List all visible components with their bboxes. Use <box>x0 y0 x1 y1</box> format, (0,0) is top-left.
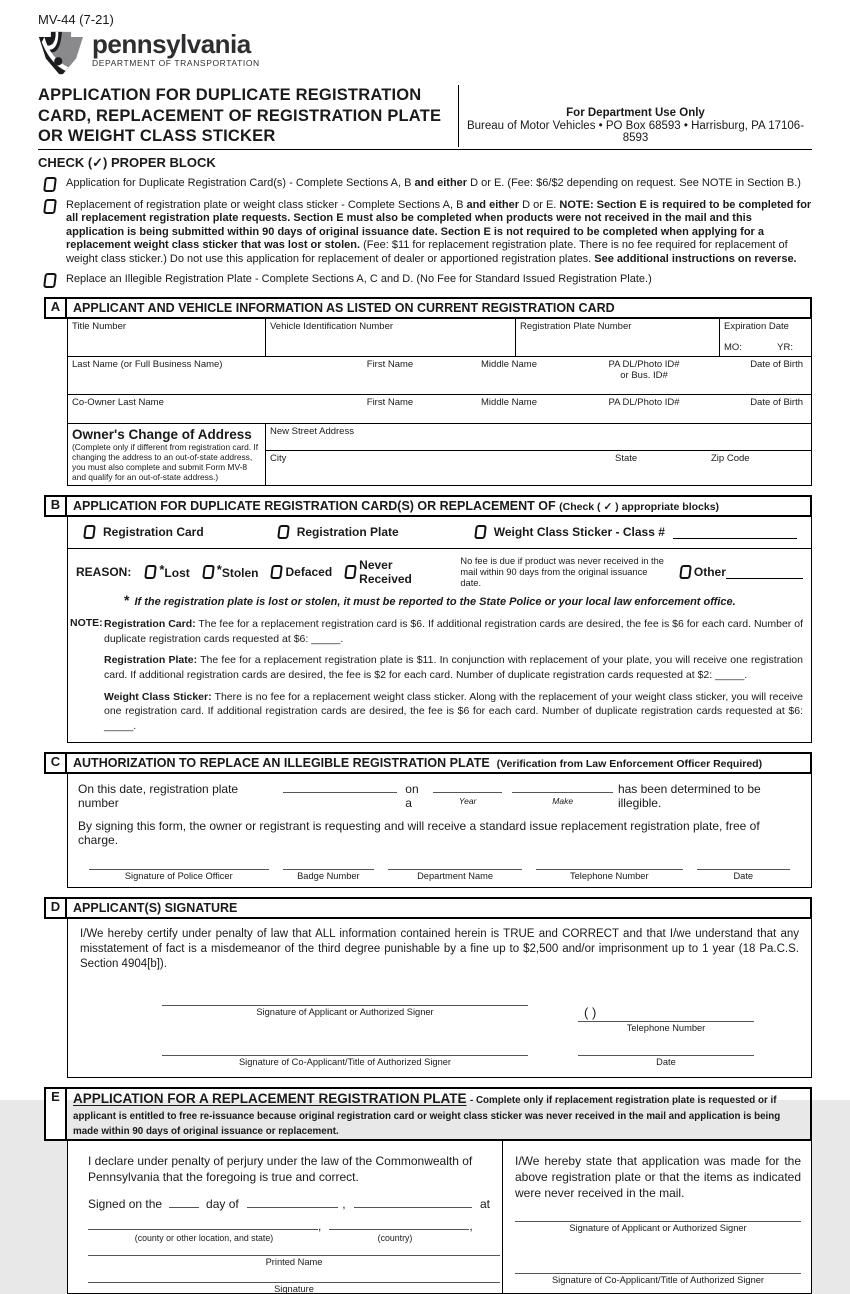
month-label: MO: <box>724 341 742 353</box>
date-field[interactable] <box>578 1055 754 1067</box>
section-a-body <box>67 319 812 486</box>
section-a-header <box>44 297 812 319</box>
co-first-name-field[interactable] <box>330 395 450 423</box>
title-number-field[interactable] <box>68 319 266 356</box>
punctuation: , <box>318 1219 322 1233</box>
county-blank[interactable] <box>88 1217 318 1230</box>
signature-line[interactable] <box>89 869 269 870</box>
note-registration-plate <box>104 653 803 682</box>
check-item-text <box>66 199 812 266</box>
check-item-text <box>66 273 652 288</box>
note-label: NOTE: <box>70 616 103 629</box>
section-e-title-text: APPLICATION FOR A REPLACEMENT REGISTRATION PLATE <box>73 1091 467 1107</box>
punctuation: , <box>469 1219 473 1233</box>
option-label: Registration Plate <box>296 525 399 540</box>
mail-statement: I/We hereby state that application was made for the above registration plate or that the items as indicated were never received in the mail. <box>515 1153 801 1200</box>
telephone-number-field[interactable] <box>536 869 683 881</box>
line-text: on a <box>405 781 419 810</box>
text-segment: NOTE: Section E is required to be completed for all replacement registration plate requests. Section E must also be completed when products were not received in the mail and this application is being submitted within 90 days of original issuance date. Section E is not required to be completed when applying for a replacement weight class sticker that was lost or stolen. <box>66 198 812 252</box>
country-blank[interactable] <box>329 1217 469 1230</box>
telephone-number-field[interactable] <box>578 1005 754 1033</box>
badge-number-field[interactable] <box>283 869 375 881</box>
dob-field[interactable] <box>720 357 811 394</box>
sig-label: Signature of Police Officer <box>124 870 233 881</box>
text-segment: D or E. (Fee: $6/$2 depending on request. See NOTE in Section B.) <box>467 176 801 189</box>
sig-label: Signature of Co-Applicant/Title of Authorized Signer <box>551 1274 765 1285</box>
co-middle-name-field[interactable] <box>450 395 568 423</box>
new-street-label: New Street Address <box>270 425 354 437</box>
zip-label: Zip Code <box>711 452 750 464</box>
printed-name-field[interactable] <box>88 1255 500 1267</box>
perjury-statement: I declare under penalty of perjury under the law of the Commonwealth of Pennsylvania that the foregoing is true and correct. <box>88 1153 473 1184</box>
header-divider <box>38 149 812 150</box>
reason-defaced <box>271 565 332 579</box>
area-code-parens: ( ) <box>584 1005 597 1021</box>
section-c-body <box>67 774 812 888</box>
checkbox-icon[interactable] <box>83 525 96 539</box>
signature-line[interactable] <box>697 869 790 870</box>
note-registration-card <box>104 617 803 646</box>
text-segment: See additional instructions on reverse. <box>594 252 797 265</box>
lost-stolen-footnote <box>124 592 811 608</box>
co-dob-field[interactable] <box>720 395 811 423</box>
co-owner-label: Co-Owner Last Name <box>72 396 164 408</box>
co-dob-label: Date of Birth <box>750 396 803 408</box>
checkbox-icon[interactable] <box>344 565 357 579</box>
line-text: On this date, registration plate number <box>78 781 239 810</box>
county-under-label: (county or other location, and state) <box>134 1233 274 1243</box>
line-text: at <box>479 1197 490 1211</box>
first-name-field[interactable] <box>330 357 450 394</box>
asterisk: * <box>124 591 130 608</box>
section-d-header <box>44 897 812 919</box>
last-name-label: Last Name (or Full Business Name) <box>72 358 223 370</box>
option-registration-card <box>84 525 204 539</box>
reason-option-label: Stolen <box>221 565 259 580</box>
department-use-block <box>458 85 812 147</box>
state-field[interactable] <box>611 451 707 485</box>
section-a-letter: A <box>44 297 67 319</box>
section-c-title-text: AUTHORIZATION TO REPLACE AN ILLEGIBLE REGISTRATION PLATE <box>73 755 490 770</box>
checkbox-icon[interactable] <box>277 525 290 539</box>
option-label: Weight Class Sticker - Class # <box>493 525 665 540</box>
other-reason-blank[interactable] <box>726 565 803 579</box>
year-blank[interactable] <box>354 1195 472 1208</box>
note-weight-class-sticker <box>104 690 803 734</box>
text-segment: Replace an Illegible Registration Plate - Complete Sections A, C and D. (No Fee for Standard Issued Registration Plate.) <box>66 272 652 285</box>
note-text: The fee for a replacement registration card is $6. If additional registration cards are desired, the fee is $6 for each card. Number of duplicate registration cards requested at $6: _____. <box>104 617 804 645</box>
sig-label: Signature of Applicant or Authorized Signer <box>256 1007 434 1018</box>
reason-option-label: Never Received <box>359 558 412 587</box>
applicant-signature-field[interactable] <box>162 1005 528 1033</box>
blank-line[interactable] <box>433 780 503 793</box>
co-owner-last-name-field[interactable] <box>68 395 330 423</box>
middle-name-field[interactable] <box>450 357 568 394</box>
section-d-title: APPLICANT(S) SIGNATURE <box>67 897 812 919</box>
sig-label: Printed Name <box>265 1257 323 1267</box>
section-d-letter: D <box>44 897 67 919</box>
section-c-letter: C <box>44 752 67 774</box>
text-segment: Replacement of registration plate or weight class sticker - Complete Sections A, B <box>66 198 467 211</box>
make-under-label: Make <box>552 795 574 806</box>
note-lead: Registration Plate: <box>104 654 198 667</box>
text-segment: D or E. <box>519 198 560 211</box>
option-label: Registration Card <box>103 525 204 540</box>
section-e-body <box>67 1141 812 1294</box>
last-name-field[interactable] <box>68 357 330 394</box>
section-b-header <box>44 495 812 517</box>
expiration-label: Expiration Date <box>724 320 789 332</box>
reason-option-label: Lost <box>164 565 190 580</box>
city-label: City <box>270 452 287 464</box>
expiration-date-field[interactable] <box>720 319 811 356</box>
no-fee-note: No fee is due if product was never received in the mail within 90 days from the original issuance date. <box>460 555 664 588</box>
signature-line[interactable] <box>515 1221 801 1222</box>
perjury-declaration-column <box>68 1141 503 1293</box>
signature-field[interactable] <box>88 1282 500 1294</box>
illegible-plate-line <box>78 780 801 810</box>
plate-number-field[interactable] <box>516 319 720 356</box>
signature-line[interactable] <box>162 1005 528 1006</box>
new-street-address-field[interactable] <box>266 424 811 451</box>
middle-name-label: Middle Name <box>481 358 537 370</box>
reason-label: REASON: <box>76 565 132 580</box>
option-registration-plate <box>278 525 399 539</box>
signature-line[interactable] <box>536 869 683 870</box>
line-text: Signed on the <box>88 1197 163 1211</box>
department-name-field[interactable] <box>388 869 522 881</box>
section-d-body <box>67 919 812 1079</box>
section-c-header <box>44 752 812 774</box>
date-field[interactable] <box>697 869 790 881</box>
signature-line[interactable] <box>88 1282 500 1283</box>
text-segment: and either <box>466 198 520 211</box>
check-item-illegible-plate <box>44 273 812 288</box>
checkbox-icon[interactable] <box>679 565 692 579</box>
co-middle-name-label: Middle Name <box>481 396 537 408</box>
logo-brand-text: pennsylvania <box>92 29 251 59</box>
asterisk: * <box>159 561 165 577</box>
standard-issue-statement: By signing this form, the owner or registrant is requesting and will receive a standard issue replacement registration plate, free of charge. <box>78 818 760 847</box>
sig-label: Date <box>733 870 754 881</box>
reason-other <box>680 565 726 579</box>
section-e-letter: E <box>44 1087 67 1140</box>
mail-statement-column <box>503 1141 811 1293</box>
plate-number-label: Registration Plate Number <box>520 320 632 332</box>
change-of-address-title: Owner's Change of Address <box>72 426 252 442</box>
country-under-label: (country) <box>377 1233 413 1243</box>
signature-line[interactable] <box>283 869 375 870</box>
reason-never-received <box>345 558 447 586</box>
note-text: There is no fee for a replacement weight class sticker. Along with the replacement of your weight class sticker, you will receive one registration card. If additional registration cards are desired, the fee is $6 for each card. Number of duplicate registration cards requested at $6: _____. <box>104 690 803 732</box>
section-e-title <box>67 1087 812 1140</box>
reason-option-label: Other <box>693 565 726 580</box>
section-b-body <box>67 517 812 743</box>
sig-label: Signature of Applicant or Authorized Signer <box>569 1222 747 1233</box>
certification-statement: I/We hereby certify under penalty of law that ALL information contained herein is TRUE and CORRECT and that I/we understand that any misstatement of fact is a misdemeanor of the third degree punishable by a fine up to $2,500 and/or imprisonment up to 1 year (18 Pa.C.S. Section 4904[b]). <box>80 927 799 970</box>
police-signature-field[interactable] <box>89 869 269 881</box>
vehicle-year-blank[interactable] <box>433 780 503 806</box>
logo-department-text: DEPARTMENT OF TRANSPORTATION <box>92 58 260 68</box>
section-b-title <box>67 495 812 517</box>
year-under-label: Year <box>458 795 477 806</box>
vehicle-make-blank[interactable] <box>512 780 613 806</box>
month-blank[interactable] <box>247 1195 338 1208</box>
signed-location-line <box>88 1217 490 1233</box>
first-name-label: First Name <box>366 358 414 370</box>
sig-label: Signature of Co-Applicant/Title of Authorized Signer <box>238 1057 452 1068</box>
co-applicant-signature-field[interactable] <box>515 1273 801 1285</box>
city-field[interactable] <box>266 451 611 485</box>
bus-id-label: or Bus. ID# <box>620 369 668 381</box>
penndot-logo <box>38 31 812 79</box>
signed-date-line <box>88 1195 490 1211</box>
signature-line[interactable] <box>388 869 522 870</box>
note-lead: Registration Card: <box>104 617 196 630</box>
section-a-title: APPLICANT AND VEHICLE INFORMATION AS LISTED ON CURRENT REGISTRATION CARD <box>67 297 812 319</box>
text-segment: and either <box>414 176 468 189</box>
sig-label: Telephone Number <box>569 870 649 881</box>
signature-line[interactable] <box>515 1273 801 1274</box>
fee-notes <box>68 608 811 742</box>
form-number: MV-44 (7-21) <box>38 12 114 27</box>
footnote-text: If the registration plate is lost or stolen, it must be reported to the State Police or your local law enforcement office. <box>134 595 736 608</box>
section-c-title-suffix: (Verification from Law Enforcement Officer Required) <box>496 757 763 770</box>
pa-dl-field[interactable] <box>568 357 720 394</box>
sig-label: Date <box>656 1057 676 1068</box>
state-label: State <box>615 452 638 464</box>
department-use-title: For Department Use Only <box>566 106 705 119</box>
pa-keystone-icon <box>38 31 84 75</box>
change-of-address-note <box>68 424 266 485</box>
checkbox-icon[interactable] <box>43 177 57 192</box>
section-e-header <box>44 1087 812 1140</box>
vin-label: Vehicle Identification Number <box>270 320 394 332</box>
reason-stolen <box>203 561 259 580</box>
note-text: The fee for a replacement registration plate is $11. In conjunction with replacement of your plate, you will receive one registration card. If additional registration cards are desired, the fee is $2 for each card. Number of duplicate registration cards requested at $2: _____. <box>104 654 803 681</box>
signature-line[interactable] <box>162 1055 528 1056</box>
co-pa-dl-label: PA DL/Photo ID# <box>608 396 680 408</box>
page-title: APPLICATION FOR DUPLICATE REGISTRATION CARD, REPLACEMENT OF REGISTRATION PLATE OR WEIGHT CLASS STICKER <box>38 86 442 146</box>
checkbox-icon[interactable] <box>202 565 215 579</box>
reason-lost <box>145 561 190 580</box>
checkbox-icon[interactable] <box>474 525 487 539</box>
checkbox-icon[interactable] <box>43 199 57 214</box>
vin-field[interactable] <box>266 319 516 356</box>
co-first-name-label: First Name <box>366 396 414 408</box>
line-text: has been determined to be illegible. <box>617 781 761 810</box>
section-c-title <box>67 752 812 774</box>
applicant-signature-field[interactable] <box>515 1221 801 1233</box>
punctuation: , <box>342 1197 346 1211</box>
location-sublabels <box>88 1233 490 1243</box>
asterisk: * <box>216 561 222 577</box>
change-of-address-instructions: (Complete only if different from registration card. If changing the address to an out-of-state address, you must also complete and submit Form MV-8 and qualify for an out-of-state address.) <box>72 441 259 482</box>
text-segment: (Fee: $11 for replacement registration plate. There is no fee required for replacement of weight class sticker.) Do not use this application for replacement of dealer or apportioned registration plates. <box>66 239 788 265</box>
co-pa-dl-field[interactable] <box>568 395 720 423</box>
co-applicant-signature-field[interactable] <box>162 1055 528 1067</box>
plate-number-blank[interactable] <box>283 780 397 793</box>
section-b-title-text: APPLICATION FOR DUPLICATE REGISTRATION CARD(S) OR REPLACEMENT OF <box>73 498 556 513</box>
dob-label: Date of Birth <box>750 358 803 370</box>
option-weight-class-sticker <box>475 525 803 539</box>
sig-label: Badge Number <box>297 870 360 881</box>
signature-line[interactable] <box>578 1021 754 1022</box>
signature-line[interactable] <box>88 1255 500 1256</box>
signature-line[interactable] <box>578 1055 754 1056</box>
title-number-label: Title Number <box>72 320 127 332</box>
bureau-address: Bureau of Motor Vehicles • PO Box 68593 • Harrisburg, PA 17106-8593 <box>466 119 805 144</box>
class-number-blank[interactable] <box>673 525 797 539</box>
sig-label: Department Name <box>417 870 494 881</box>
check-item-text <box>66 177 801 192</box>
checkbox-icon[interactable] <box>144 565 157 579</box>
text-segment: Application for Duplicate Registration Card(s) - Complete Sections A, B <box>66 176 415 189</box>
year-label: YR: <box>777 341 793 353</box>
checkbox-icon[interactable] <box>43 273 57 288</box>
note-lead: Weight Class Sticker: <box>104 690 212 703</box>
line-text: day of <box>206 1197 239 1211</box>
day-blank[interactable] <box>169 1195 199 1208</box>
checkbox-icon[interactable] <box>271 565 284 579</box>
check-item-duplicate-card <box>44 177 812 192</box>
sig-label: Signature <box>274 1284 314 1294</box>
reason-option-label: Defaced <box>285 565 333 580</box>
sig-label: Telephone Number <box>626 1023 706 1034</box>
section-b-letter: B <box>44 495 67 517</box>
check-item-replacement-plate <box>44 199 812 266</box>
blank-line[interactable] <box>512 780 613 793</box>
pa-dl-label: PA DL/Photo ID# <box>608 358 680 370</box>
zip-field[interactable] <box>707 451 811 485</box>
section-e-title-suffix: - Complete only if replacement registration plate is requested or if applicant is entitled to free re-issuance because original registration card or weight class sticker was never received in the mail and application is being made within 90 days of original issuance or replacement. <box>73 1095 781 1137</box>
check-block-heading: CHECK (✓) PROPER BLOCK <box>38 154 216 170</box>
section-b-title-suffix: (Check ( ✓ ) appropriate blocks) <box>559 500 720 513</box>
